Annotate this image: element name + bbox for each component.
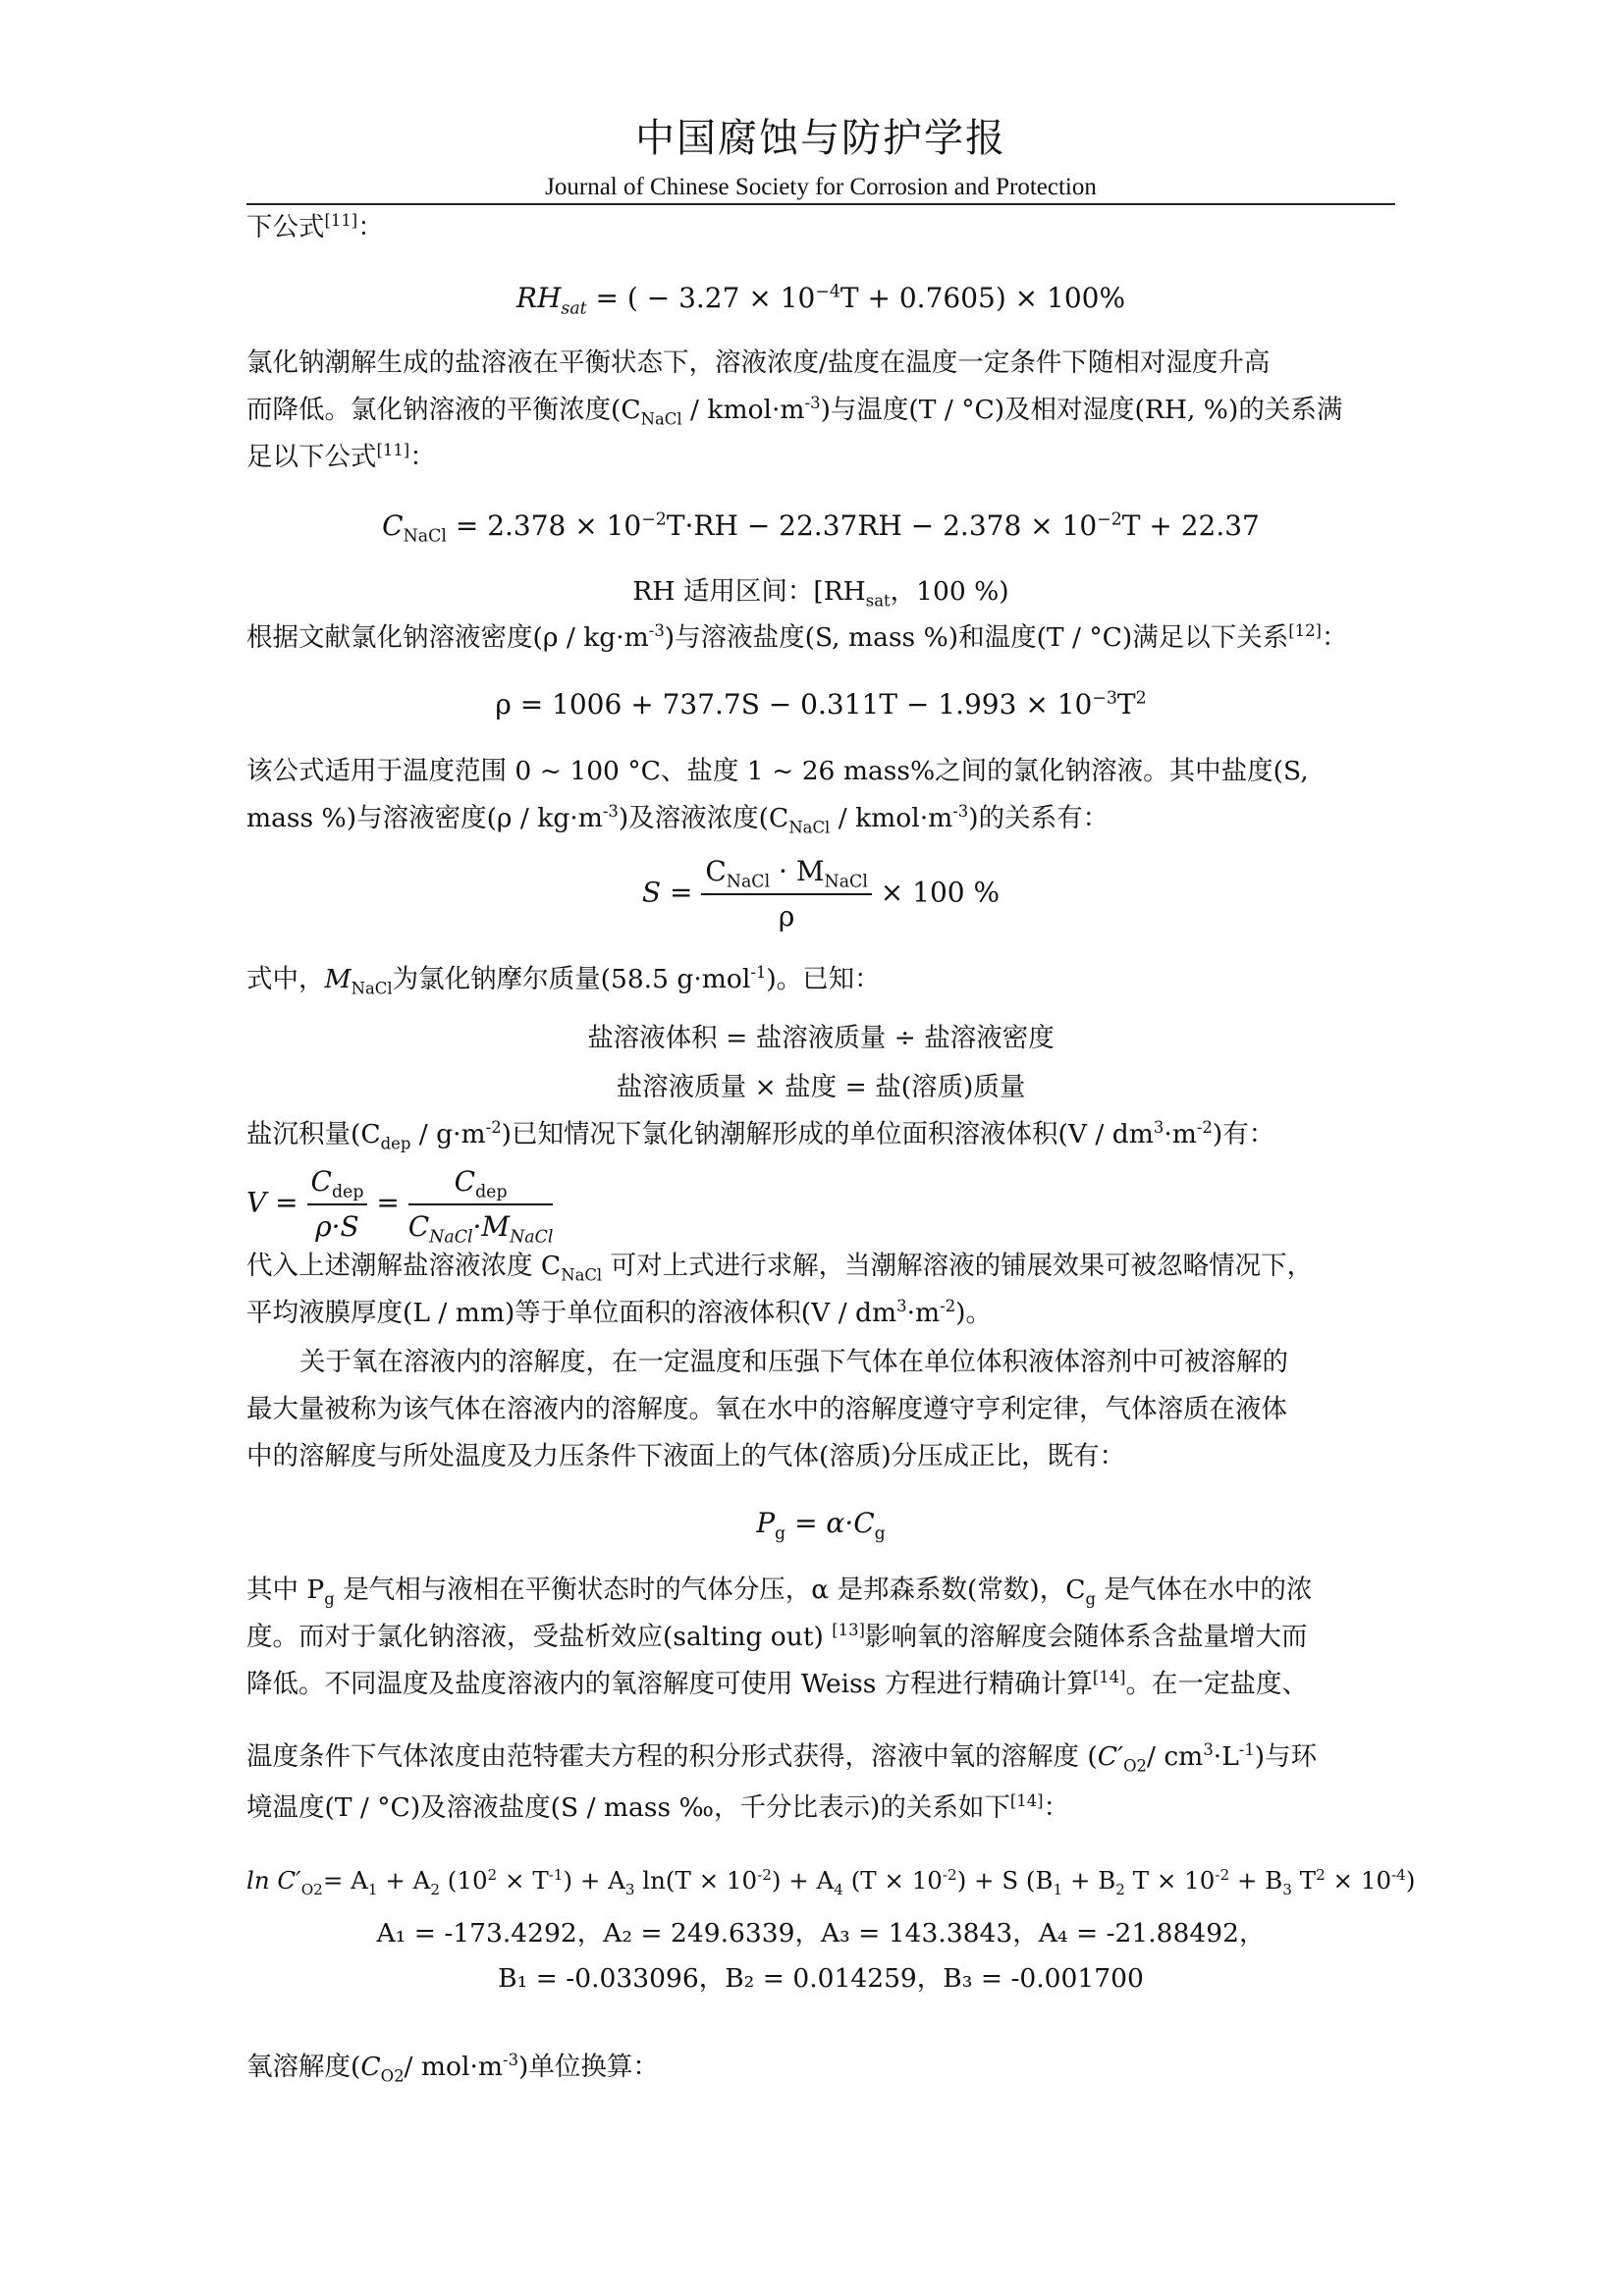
relation-volume: 盐溶液体积 = 盐溶液质量 ÷ 盐溶液密度: [587, 1023, 1055, 1053]
paragraph-line: 境温度(T / °C)及溶液盐度(S / mass ‰，千分比表示)的关系如下[14]：: [246, 1791, 1070, 1823]
equation-weiss: $\ln C'_{O2}= A_1 + A_2$ $(10^2 \times T^{-1}) + A_3$ $\ln(T \times 10^{-2}) + A_4$ $(T \times 10^{-2}) + S$ ($B_1 + B_2$ $T \times 10^{-2} + B_3$ $T^2 \times 10^{-4}$): [246, 1865, 1416, 1898]
equation-salinity: S = $\frac{C_{NaCl} \cdot M_{NaCl}}{\rho}$ × 100 %: [246, 852, 1395, 936]
paragraph-line: 氧溶解度($C_{O2}/$ $mol\cdot m^{-3}$)单位换算：: [246, 2051, 659, 2086]
paragraph-line: 氯化钠潮解生成的盐溶液在平衡状态下，溶液浓度/盐度在温度一定条件下随相对湿度升高: [246, 347, 1271, 378]
paragraph-line: 盐沉积量$(C_{dep} / g\cdot m^{-2})$已知情况下氯化钠潮解形成的单位面积溶液体积$(V / dm^3\cdot m^{-2})$有：: [246, 1118, 1275, 1153]
journal-header: [246, 113, 1395, 203]
paragraph-line: 该公式适用于温度范围 0 ~ 100 °C、盐度 1 ~ 26 mass%之间的氯化钠溶液。其中盐度(S,: [246, 756, 1309, 786]
paragraph-line: 最大量被称为该气体在溶液内的溶解度。氧在水中的溶解度遵守亨利定律，气体溶质在液体: [246, 1394, 1287, 1424]
equation-c-nacl: $C_{NaCl} = 2.378 \times 10^{-2}T\cdot RH - 22.37RH - 2.378 \times 10^{-2}T + 22.37$: [382, 509, 1260, 547]
header-rule: [246, 203, 1395, 205]
paragraph-line: 其中 $P_g$ 是气相与液相在平衡状态时的气体分压，α 是邦森系数(常数)，$C_g$ 是气体在水中的浓: [246, 1575, 1313, 1609]
paragraph-line: 降低。不同温度及盐度溶液内的氧溶解度可使用 Weiss 方程进行精确计算[14]。在一定盐度、: [246, 1668, 1308, 1699]
paragraph-line: 度。而对于氯化钠溶液，受盐析效应(salting out) [13]影响氧的溶解度会随体系含盐量增大而: [246, 1621, 1308, 1652]
weiss-constants-a: A₁ = -173.4292，A₂ = 249.6339，A₃ = 143.3843，A₄ = -21.88492，: [376, 1918, 1266, 1949]
paragraph-line: 根据文献氯化钠溶液密度$(\rho / kg\cdot m^{-3})$与溶液盐度(S, mass %)和温度(T / °C)满足以下关系[12]：: [246, 621, 1348, 653]
paragraph-line: 温度条件下气体浓度由范特霍夫方程的积分形式获得，溶液中氧的溶解度 ($C'_{O2}/$ $cm^3\cdot L^{-1}$)与环: [246, 1740, 1318, 1776]
paragraph-line: 而降低。氯化钠溶液的平衡浓度($C_{NaCl}$ / $kmol\cdot m^{-3}$)与温度(T / °C)及相对湿度(RH, %)的关系满: [246, 394, 1343, 429]
paragraph-line: 下公式[11]：: [246, 211, 384, 242]
equation-volume: V = $\frac{C_{dep}}{\rho\cdot S}$ = $\frac{C_{dep}}{C_{NaCl}\cdot M_{NaCl}}$: [246, 1162, 1395, 1247]
journal-title-en: Journal of Chinese Society for Corrosion and Protection: [545, 174, 1097, 200]
paragraph-line: mass %)与溶液密度$(\rho / kg\cdot m^{-3})$及溶液浓度($C_{NaCl}$ / $kmol\cdot m^{-3}$)的关系有：: [246, 802, 1110, 837]
paragraph-line: 足以下公式[11]：: [246, 441, 436, 472]
journal-title-zh: 中国腐蚀与防护学报: [635, 116, 1006, 161]
paragraph-line: 式中，$M_{NaCl}$为氯化钠摩尔质量(58.5 g·mol$^{-1}$)。已知：: [246, 963, 881, 998]
paragraph-line: 平均液膜厚度(L / mm)等于单位面积的溶液体积$(V / dm^3\cdot m^{-2})$。: [246, 1297, 993, 1328]
equation-rh-sat: $RH_{sat}$ = ( − $3.27 \times 10^{-4}T + 0.7605) \times 100\%$: [515, 282, 1126, 319]
paragraph-line: 关于氧在溶液内的溶解度，在一定温度和压强下气体在单位体积液体溶剂中可被溶解的: [299, 1347, 1288, 1377]
relation-mass: 盐溶液质量 × 盐度 = 盐(溶质)质量: [616, 1072, 1026, 1102]
paragraph-line: 中的溶解度与所处温度及力压条件下液面上的气体(溶质)分压成正比，既有：: [246, 1441, 1126, 1471]
rh-range: RH 适用区间：[$RH_{sat}$，100 %): [632, 576, 1009, 611]
paragraph-line: 代入上述潮解盐溶液浓度 $C_{NaCl}$ 可对上式进行求解，当潮解溶液的铺展效果可被忽略情况下，: [246, 1251, 1314, 1285]
weiss-constants-b: B₁ = -0.033096，B₂ = 0.014259，B₃ = -0.001700: [498, 1963, 1144, 1994]
equation-density: $\rho = 1006 + 737.7S - 0.311T - 1.993 \times 10^{-3}T^2$: [495, 688, 1147, 721]
equation-henry: $P_g = \alpha\cdot C_g$: [756, 1507, 886, 1544]
